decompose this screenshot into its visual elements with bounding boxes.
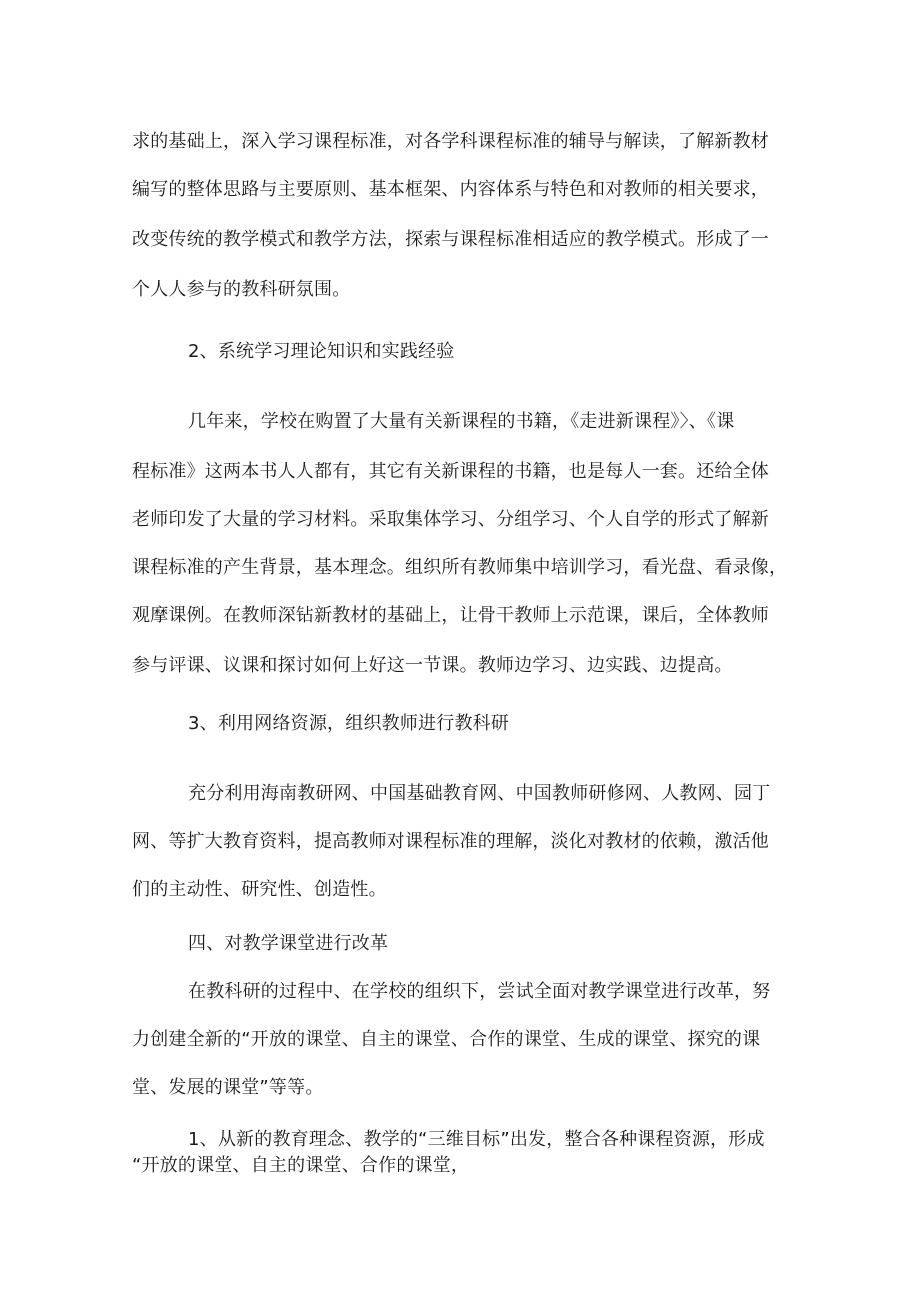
paragraph-line: “开放的课堂、自主的课堂、合作的课堂， — [132, 1155, 470, 1176]
paragraph-line: 力创建全新的“开放的课堂、自主的课堂、合作的课堂、生成的课堂、探究的课 — [132, 1029, 761, 1050]
paragraph-line: 课程标准的产生背景，基本理念。组织所有教师集中培训学习，看光盘、看录像， — [132, 557, 788, 578]
section-heading: 四、对教学课堂进行改革 — [188, 933, 389, 954]
paragraph-line: 改变传统的教学模式和教学方法，探索与课程标准相适应的教学模式。形成了一 — [132, 229, 769, 250]
section-heading: 2、系统学习理论知识和实践经验 — [188, 341, 455, 362]
section-heading: 3、利用网络资源，组织教师进行教科研 — [188, 713, 510, 734]
paragraph-line: 程标准》这两本书人人都有，其它有关新课程的书籍，也是每人一套。还给全体 — [132, 461, 769, 482]
paragraph-line: 在教科研的过程中、在学校的组织下，尝试全面对教学课堂进行改革，努 — [188, 981, 771, 1002]
paragraph-line: 堂、发展的课堂”等等。 — [132, 1077, 324, 1098]
paragraph-line: 个人人参与的教科研氛围。 — [132, 279, 351, 300]
paragraph-line: 参与评课、议课和探讨如何上好这一节课。教师边学习、边实践、边提高。 — [132, 655, 733, 676]
paragraph-line: 网、等扩大教育资料，提高教师对课程标准的理解，淡化对教材的依赖，激活他 — [132, 831, 769, 852]
paragraph-line: 求的基础上，深入学习课程标准，对各学科课程标准的辅导与解读，了解新教材 — [132, 131, 769, 152]
paragraph-line: 们的主动性、研究性、创造性。 — [132, 879, 387, 900]
paragraph-line: 充分利用海南教研网、中国基础教育网、中国教师研修网、人教网、园丁 — [188, 783, 771, 804]
paragraph-line: 老师印发了大量的学习材料。采取集体学习、分组学习、个人自学的形式了解新 — [132, 509, 769, 530]
paragraph-line: 编写的整体思路与主要原则、基本框架、内容体系与特色和对教师的相关要求， — [132, 179, 769, 200]
paragraph-line: 观摩课例。在教师深钻新教材的基础上，让骨干教师上示范课，课后，全体教师 — [132, 605, 769, 626]
paragraph-line: 1、从新的教育理念、教学的“三维目标”出发，整合各种课程资源，形成 — [188, 1129, 765, 1150]
paragraph-line: 几年来，学校在购置了大量有关新课程的书籍，《走进新课程》〉、《课 — [188, 411, 735, 432]
